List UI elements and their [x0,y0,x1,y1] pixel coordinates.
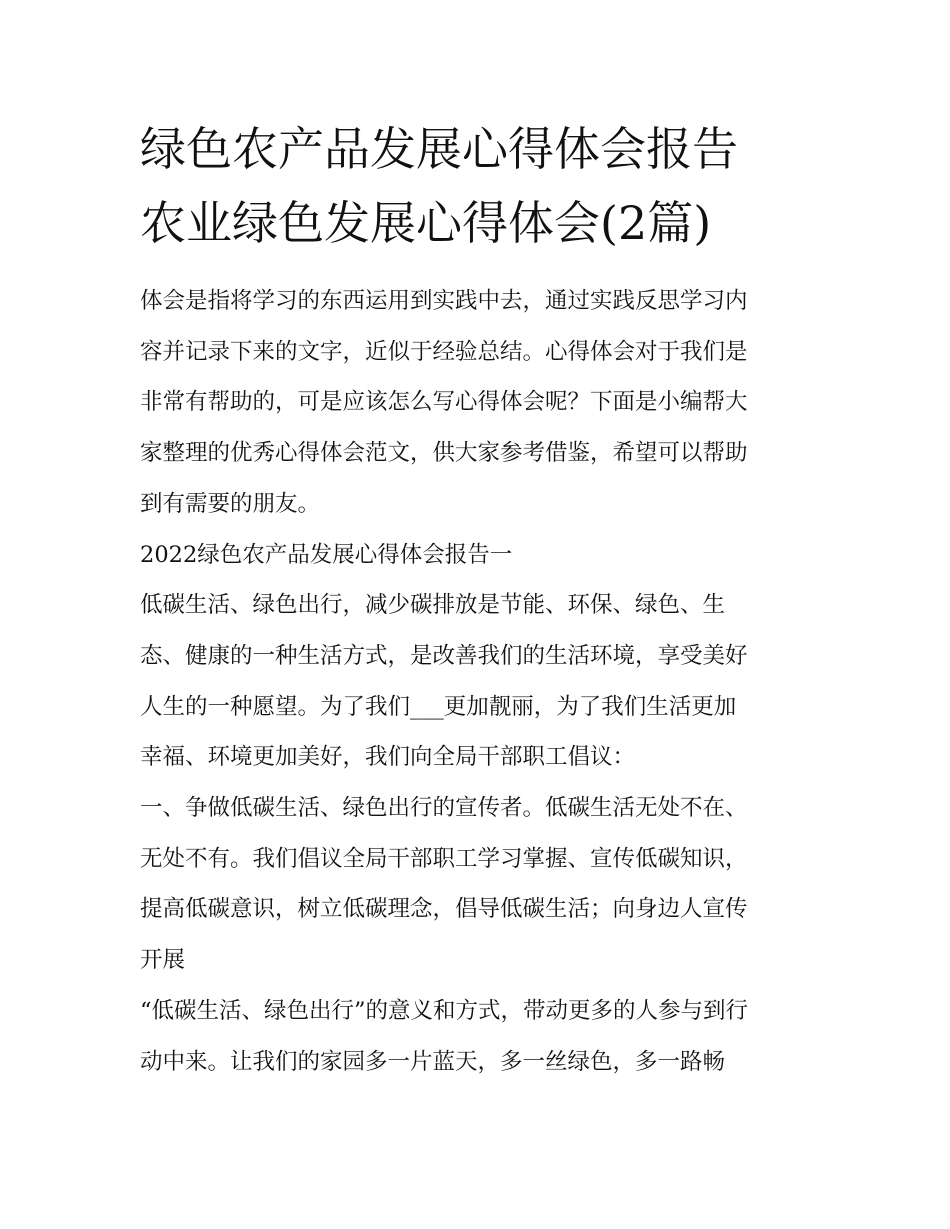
body-line-7: 低碳生活、绿色出行，减少碳排放是节能、环保、绿色、生 [140,592,726,619]
title-line-2: 农业绿色发展心得体会(2篇) [140,196,712,250]
section-heading: 2022绿色农产品发展心得体会报告一 [140,541,513,568]
body-line-9: 人生的一种愿望。为了我们___更加靓丽，为了我们生活更加 [140,693,737,720]
body-line-15: “低碳生活、绿色出行”的意义和方式，带动更多的人参与到行 [140,997,749,1024]
body-line-3: 非常有帮助的，可是应该怎么写心得体会呢？下面是小编帮大 [140,389,748,416]
body-line-5: 到有需要的朋友。 [140,490,321,517]
body-line-2: 容并记录下来的文字，近似于经验总结。心得体会对于我们是 [140,338,748,365]
body-line-12: 无处不有。我们倡议全局干部职工学习掌握、宣传低碳知识， [140,845,748,872]
body-line-4: 家整理的优秀心得体会范文，供大家参考借鉴，希望可以帮助 [140,440,748,467]
body-line-13: 提高低碳意识，树立低碳理念，倡导低碳生活；向身边人宣传 [140,896,748,923]
body-line-14: 开展 [140,947,186,974]
body-line-16: 动中来。让我们的家园多一片蓝天，多一丝绿色，多一路畅 [140,1048,726,1075]
body-line-8: 态、健康的一种生活方式，是改善我们的生活环境，享受美好 [140,642,748,669]
body-line-10: 幸福、环境更加美好，我们向全局干部职工倡议： [140,744,636,771]
document-body [140,276,820,1087]
document-title [140,112,820,260]
body-line-1: 体会是指将学习的东西运用到实践中去，通过实践反思学习内 [140,288,748,314]
title-line-1: 绿色农产品发展心得体会报告 [140,122,738,176]
body-line-11: 一、争做低碳生活、绿色出行的宣传者。低碳生活无处不在、 [140,795,748,822]
